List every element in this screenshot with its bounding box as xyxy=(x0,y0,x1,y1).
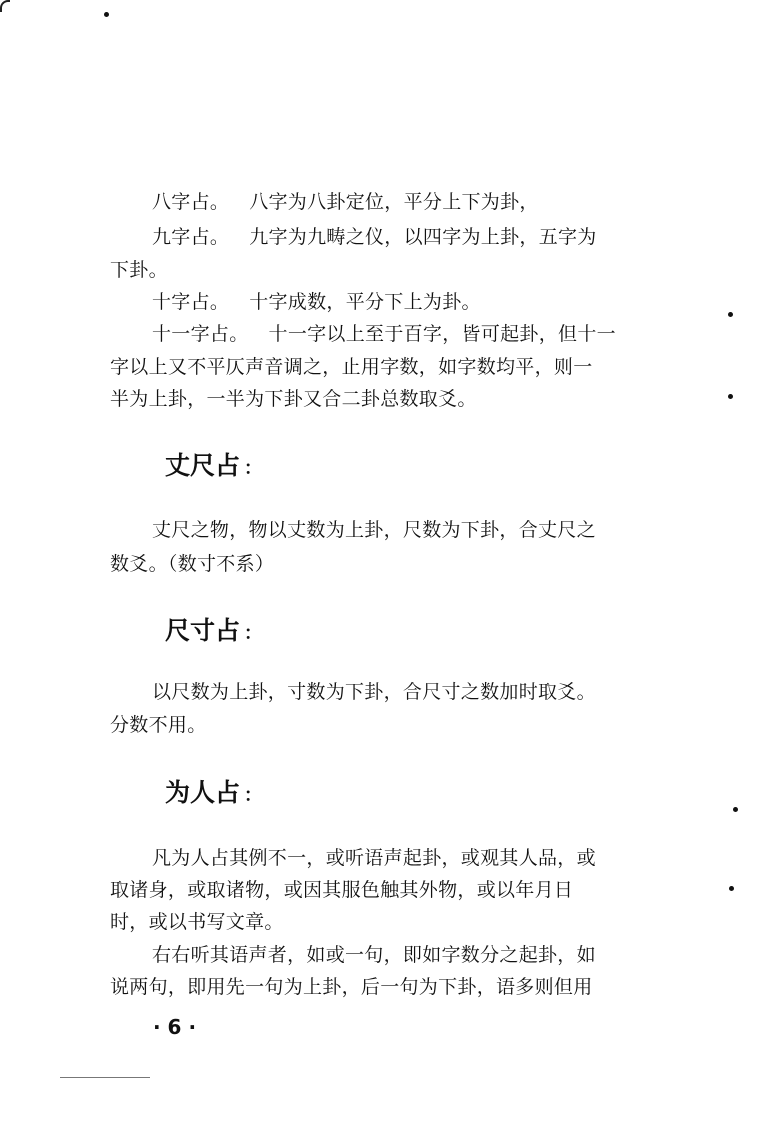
zhang-chi-line-1: 丈尺之物，物以丈数为上卦，尺数为下卦，合丈尺之 xyxy=(152,519,596,541)
heading-text: 丈尺占 xyxy=(165,451,241,480)
shi-yi-zi-continuation-1: 字以上又不平仄声音调之，止用字数，如字数均平，则一 xyxy=(110,356,593,378)
shi-yi-zi-continuation-2: 半为上卦，一半为下卦又合二卦总数取爻。 xyxy=(110,388,477,410)
wei-ren-p1-line-3: 时，或以书写文章。 xyxy=(110,911,284,933)
chi-cun-line-1: 以尺数为上卦，寸数为下卦，合尺寸之数加时取爻。 xyxy=(152,681,596,703)
chi-cun-line-2: 分数不用。 xyxy=(110,714,207,736)
wei-ren-p2-line-1: 右右听其语声者，如或一句，即如字数分之起卦，如 xyxy=(152,944,596,966)
jiu-zi-continuation: 下卦。 xyxy=(110,259,168,281)
heading-colon: ： xyxy=(244,623,263,644)
heading-text: 尺寸占 xyxy=(165,616,241,645)
para-ba-zi-zhan xyxy=(152,190,645,214)
jiu-zi-label: 九字占。 xyxy=(152,226,230,248)
jiu-zi-text: 九字为九畴之仪，以四字为上卦，五字为 xyxy=(249,226,597,248)
para-shi-yi-zi-zhan xyxy=(152,322,645,346)
speck-dot xyxy=(733,807,738,812)
speck-dot xyxy=(728,312,733,317)
page-corner-mark xyxy=(0,0,10,12)
heading-text: 为人占 xyxy=(165,778,241,807)
shi-yi-zi-label: 十一字占。 xyxy=(152,323,249,345)
speck-dot xyxy=(728,394,733,399)
para-shi-zi-zhan xyxy=(152,290,645,314)
speck-dot xyxy=(729,886,734,891)
para-jiu-zi-zhan xyxy=(152,225,645,249)
ba-zi-text: 八字为八卦定位，平分上下为卦， xyxy=(249,191,539,213)
wei-ren-p1-line-2: 取诸身，或取诸物，或因其服色触其外物，或以年月日 xyxy=(110,879,574,901)
heading-colon: ： xyxy=(244,785,263,806)
wei-ren-p1-line-1: 凡为人占其例不一，或听语声起卦，或观其人品，或 xyxy=(152,847,596,869)
shi-zi-text: 十字成数，平分下上为卦。 xyxy=(249,291,481,313)
shi-zi-label: 十字占。 xyxy=(152,291,230,313)
heading-chi-cun-zhan xyxy=(165,616,262,649)
speck-dot xyxy=(104,12,109,17)
bottom-rule xyxy=(60,1077,150,1078)
heading-colon: ： xyxy=(244,458,263,479)
shi-yi-zi-text: 十一字以上至于百字，皆可起卦，但十一 xyxy=(268,323,616,345)
ba-zi-label: 八字占。 xyxy=(152,191,230,213)
wei-ren-p2-line-2: 说两句，即用先一句为上卦，后一句为下卦，语多则但用 xyxy=(110,976,593,998)
zhang-chi-line-2: 数爻。（数寸不系） xyxy=(110,553,275,575)
heading-zhang-chi-zhan xyxy=(165,451,262,484)
heading-wei-ren-zhan xyxy=(165,778,262,811)
page-number: · 6 · xyxy=(153,1015,197,1039)
